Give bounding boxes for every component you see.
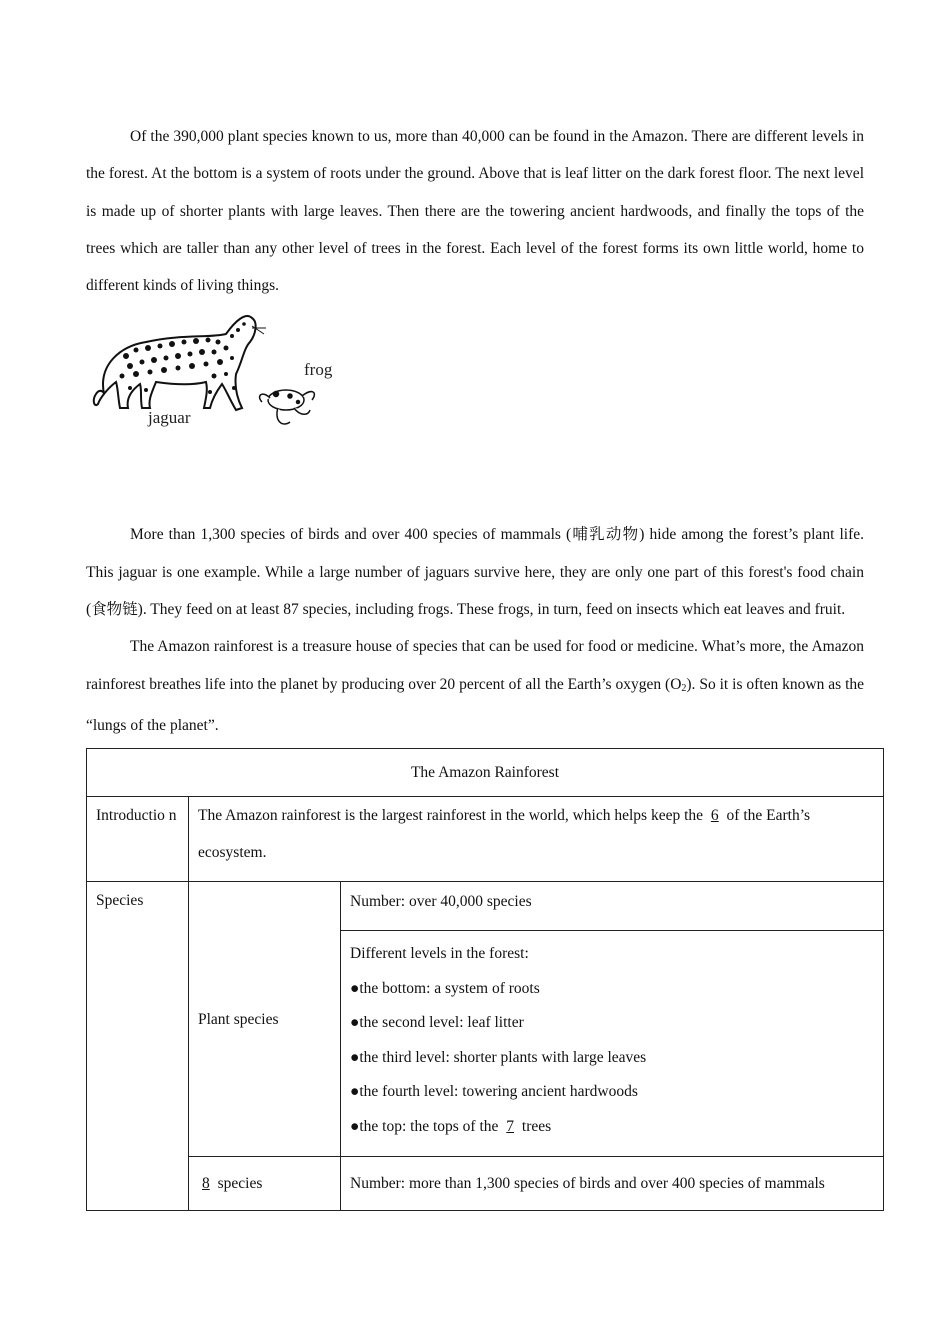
- level-top-before: ●the top: the tops of the: [350, 1117, 503, 1135]
- oxygen-subscript: 2: [681, 682, 687, 694]
- rainforest-table: [86, 748, 884, 1211]
- paragraph-treasure: [86, 628, 864, 744]
- blank-6: 6: [710, 807, 719, 824]
- intro-label: Introductio n: [87, 797, 189, 882]
- document-body: [86, 118, 864, 744]
- jaguar-frog-drawing: [86, 304, 386, 504]
- jaguar-icon: [94, 316, 266, 410]
- species-label: Species: [87, 882, 189, 1211]
- table-title: The Amazon Rainforest: [87, 749, 884, 797]
- plant-number: Number: over 40,000 species: [341, 882, 884, 931]
- intro-text: [189, 797, 884, 882]
- blank-7: 7: [506, 1117, 515, 1135]
- animal-species-label: [189, 1157, 341, 1211]
- spacer: [86, 504, 864, 516]
- paragraph-animals: More than 1,300 species of birds and over 400 species of mammals (哺乳动物) hide among the forest’s plant life. This jaguar is one example. While a large number of jaguars survive here, they are only one part of this forest's food chain (食物链). They feed on at least 87 species, including frogs. These frogs, in turn, feed on insects which eat leaves and fruit.: [86, 526, 864, 619]
- intro-text-after: of the Earth’s ecosystem.: [198, 807, 811, 861]
- level-item: ●the fourth level: towering ancient hardwoods: [350, 1083, 638, 1100]
- blank-8: 8: [202, 1175, 210, 1192]
- jaguar-frog-illustration: [86, 304, 386, 504]
- animal-label-after: species: [213, 1175, 263, 1192]
- level-item: ●the bottom: a system of roots: [350, 979, 540, 997]
- level-top-after: trees: [518, 1117, 552, 1135]
- level-item-top: [350, 1110, 874, 1145]
- frog-label: frog: [304, 360, 333, 380]
- frog-icon: [260, 390, 315, 424]
- paragraph-plants: Of the 390,000 plant species known to us, more than 40,000 can be found in the Amazon. There are different levels in the forest. At the bottom is a system of roots under the ground. Above that is leaf litter on the dark forest floor. The next level is made up of shorter plants with large leaves. Then there are the towering ancient hardwoods, and finally the tops of the trees which are taller than any other level of trees in the forest. Each level of the forest forms its own little world, home to different kinds of living things.: [86, 128, 864, 295]
- level-item: ●the second level: leaf litter: [350, 1014, 524, 1031]
- intro-text-before: The Amazon rainforest is the largest rainforest in the world, which helps keep the: [198, 807, 707, 824]
- p3-text-before: The Amazon rainforest is a treasure house of species that can be used for food or medicine. What’s more, the Amazon rainforest breathes life into the planet by producing over 20 percent of all the Earth’s oxygen (O: [86, 638, 864, 693]
- jaguar-label: jaguar: [148, 408, 191, 428]
- forest-levels: [341, 931, 884, 1157]
- p3-text-after: ). So it is often known as the “lungs of the planet”.: [86, 675, 865, 734]
- level-item: ●the third level: shorter plants with large leaves: [350, 1048, 647, 1066]
- plant-species-label: Plant species: [189, 882, 341, 1157]
- levels-heading: Different levels in the forest:: [350, 945, 529, 962]
- animal-number: Number: more than 1,300 species of birds and over 400 species of mammals: [341, 1157, 884, 1211]
